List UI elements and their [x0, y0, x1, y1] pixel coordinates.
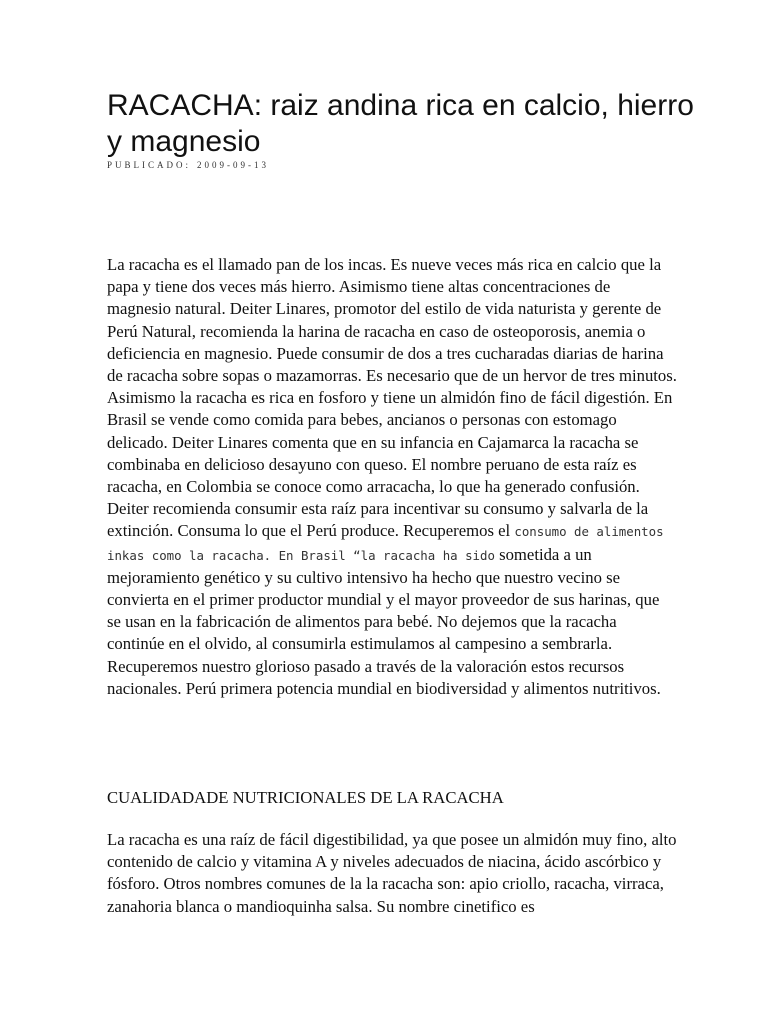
published-date-line	[107, 160, 269, 170]
published-date: 2009-09-13	[197, 160, 270, 170]
paragraph-1-part-b: sometida a un mejoramiento genético y su cultivo intensivo ha hecho que nuestro vecino se convierta en el primer productor mundial y el mayor proveedor de sus harinas, que se usan en la fabricación de alimentos para bebé. No dejemos que la racacha continúe en el olvido, al consumirla estimulamos al campesino a sembrarla. Recuperemos nuestro glorioso pasado a través de la valoración estos recursos nacionales. Perú primera potencia mundial en biodiversidad y alimentos nutritivos.	[107, 544, 661, 698]
paragraph-1-part-a: La racacha es el llamado pan de los incas. Es nueve veces más rica en calcio que la papa y tiene dos veces más hierro. Asimismo tiene altas concentraciones de magnesio natural. Deiter Linares, promotor del estilo de vida naturista y gerente de Perú Natural, recomienda la harina de racacha en caso de osteoporosis, anemia o deficiencia en magnesio. Puede consumir de dos a tres cucharadas diarias de harina de racacha sobre sopas o mazamorras. Es necesario que de un hervor de tres minutos. Asimismo la racacha es rica en fosforo y tiene un almidón fino de fácil digestión. En Brasil se vende como comida para bebes, ancianos o personas con estomago delicado. Deiter Linares comenta que en su infancia en Cajamarca la racacha se combinaba en delicioso desayuno con queso. El nombre peruano de esta raíz es racacha, en Colombia se conoce como arracacha, lo que ha generado confusión. Deiter recomienda consumir esta raíz para incentivar su consumo y salvarla de la extinción. Consuma lo que el Perú produce. Recuperemos el	[107, 255, 677, 541]
article-paragraph-1	[107, 254, 677, 700]
published-label: PUBLICADO:	[107, 160, 192, 170]
article-title: RACACHA: raiz andina rica en calcio, hierro y magnesio	[107, 89, 694, 158]
section-heading: CUALIDADADE NUTRICIONALES DE LA RACACHA	[107, 788, 504, 807]
paragraph-1-mono-segment: consumo de alimentos inkas como la racacha. En Brasil “la racacha ha sido	[107, 524, 664, 563]
article-paragraph-2: La racacha es una raíz de fácil digestibilidad, ya que posee un almidón muy fino, alto contenido de calcio y vitamina A y niveles adecuados de niacina, ácido ascórbico y fósforo. Otros nombres comunes de la la racacha son: apio criollo, racacha, virraca, zanahoria blanca o mandioquinha salsa. Su nombre cinetifico es	[107, 830, 677, 916]
